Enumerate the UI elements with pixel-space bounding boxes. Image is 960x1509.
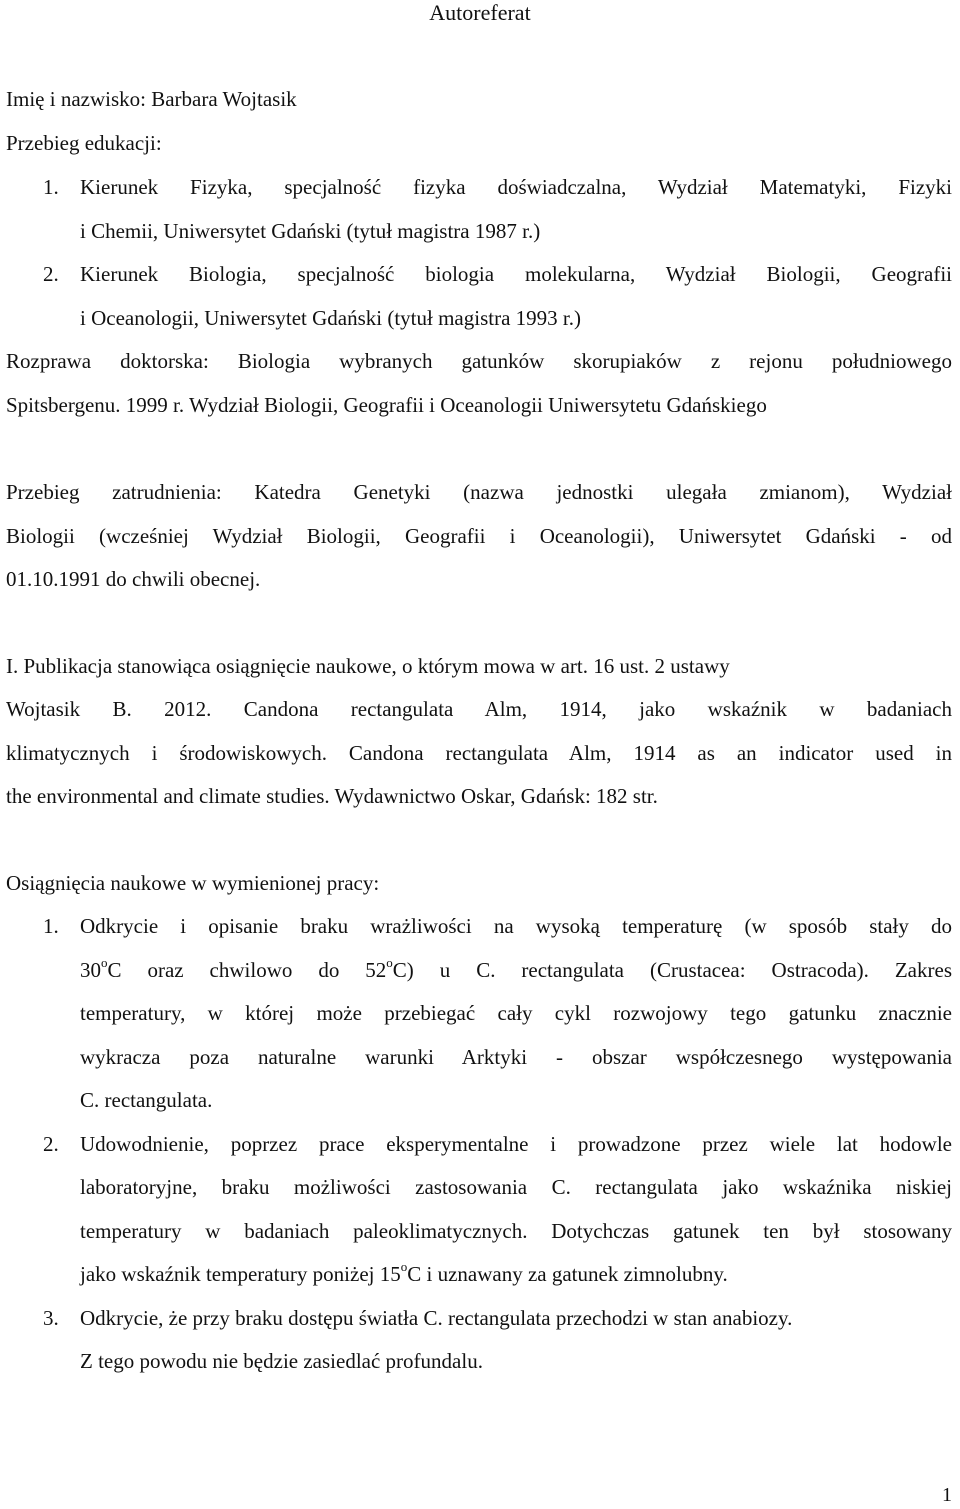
achievement-1-line: C. rectangulata.: [80, 1088, 213, 1112]
education-item-2-number: 2.: [43, 262, 59, 286]
achievement-1-text: C oraz chwilowo do 52: [107, 958, 387, 982]
education-item-1-line: Kierunek Fizyka, specjalność fizyka doświadczalna, Wydział Matematyki, Fizyki: [80, 175, 952, 199]
publication-line: klimatycznych i środowiskowych. Candona rectangulata Alm, 1914 as an indicator used in: [6, 741, 952, 765]
degree-superscript: o: [101, 955, 108, 970]
achievement-1-line: wykracza poza naturalne warunki Arktyki - obszar współczesnego występowania: [80, 1045, 952, 1069]
education-item-2-line: i Oceanologii, Uniwersytet Gdański (tytuł magistra 1993 r.): [80, 306, 581, 330]
achievement-2-line: laboratoryjne, braku możliwości zastosowania C. rectangulata jako wskaźnika niskiej: [80, 1175, 952, 1199]
achievement-2-line: Udowodnienie, poprzez prace eksperymentalne i prowadzone przez wiele lat hodowle: [80, 1132, 952, 1156]
education-item-2-line: Kierunek Biologia, specjalność biologia molekularna, Wydział Biologii, Geografii: [80, 262, 952, 286]
education-item-1-line: i Chemii, Uniwersytet Gdański (tytuł magistra 1987 r.): [80, 219, 541, 243]
achievement-3-line: Odkrycie, że przy braku dostępu światła C. rectangulata przechodzi w stan anabiozy.: [80, 1306, 793, 1330]
achievement-1-line: [80, 955, 952, 982]
employment-line: Biologii (wcześniej Wydział Biologii, Geografii i Oceanologii), Uniwersytet Gdański - od: [6, 524, 952, 548]
degree-superscript: o: [400, 1259, 408, 1274]
employment-line: Przebieg zatrudnienia: Katedra Genetyki (nazwa jednostki ulegała zmianom), Wydział: [6, 480, 952, 504]
achievement-3-line: Z tego powodu nie będzie zasiedlać profundalu.: [80, 1349, 483, 1373]
achievement-2-number: 2.: [43, 1132, 59, 1156]
employment-line: 01.10.1991 do chwili obecnej.: [6, 567, 261, 591]
page-number: 1: [942, 1484, 952, 1506]
achievement-3-number: 3.: [43, 1306, 59, 1330]
name-line: Imię i nazwisko: Barbara Wojtasik: [6, 87, 297, 111]
achievement-1-line: temperatury, w której może przebiegać cały cykl rozwojowy tego gatunku znacznie: [80, 1001, 952, 1025]
thesis-line: Spitsbergenu. 1999 r. Wydział Biologii, Geografii i Oceanologii Uniwersytetu Gdańskiego: [6, 393, 767, 417]
achievements-heading: Osiągnięcia naukowe w wymienionej pracy:: [6, 871, 380, 895]
achievement-2-text: jako wskaźnik temperatury poniżej 15: [80, 1262, 401, 1286]
achievement-2-text: C i uznawany za gatunek zimnolubny.: [407, 1262, 728, 1286]
publication-line: the environmental and climate studies. Wydawnictwo Oskar, Gdańsk: 182 str.: [6, 784, 658, 808]
achievement-2-line: [80, 1259, 728, 1286]
education-heading: Przebieg edukacji:: [6, 131, 162, 155]
document-title: Autoreferat: [429, 0, 531, 25]
degree-superscript: o: [386, 955, 393, 970]
education-item-1-number: 1.: [43, 175, 59, 199]
temp-value: 30: [80, 958, 101, 982]
publication-line: Wojtasik B. 2012. Candona rectangulata Alm, 1914, jako wskaźnik w badaniach: [6, 697, 952, 721]
achievement-1-text: C) u C. rectangulata (Crustacea: Ostracoda). Zakres: [392, 958, 952, 982]
thesis-line: Rozprawa doktorska: Biologia wybranych gatunków skorupiaków z rejonu południowego: [6, 349, 952, 373]
achievement-1-number: 1.: [43, 914, 59, 938]
achievement-1-line: Odkrycie i opisanie braku wrażliwości na wysoką temperaturę (w sposób stały do: [80, 914, 952, 938]
achievement-2-line: temperatury w badaniach paleoklimatycznych. Dotychczas gatunek ten był stosowany: [80, 1219, 952, 1243]
publication-heading: I. Publikacja stanowiąca osiągnięcie naukowe, o którym mowa w art. 16 ust. 2 ustawy: [6, 654, 730, 678]
